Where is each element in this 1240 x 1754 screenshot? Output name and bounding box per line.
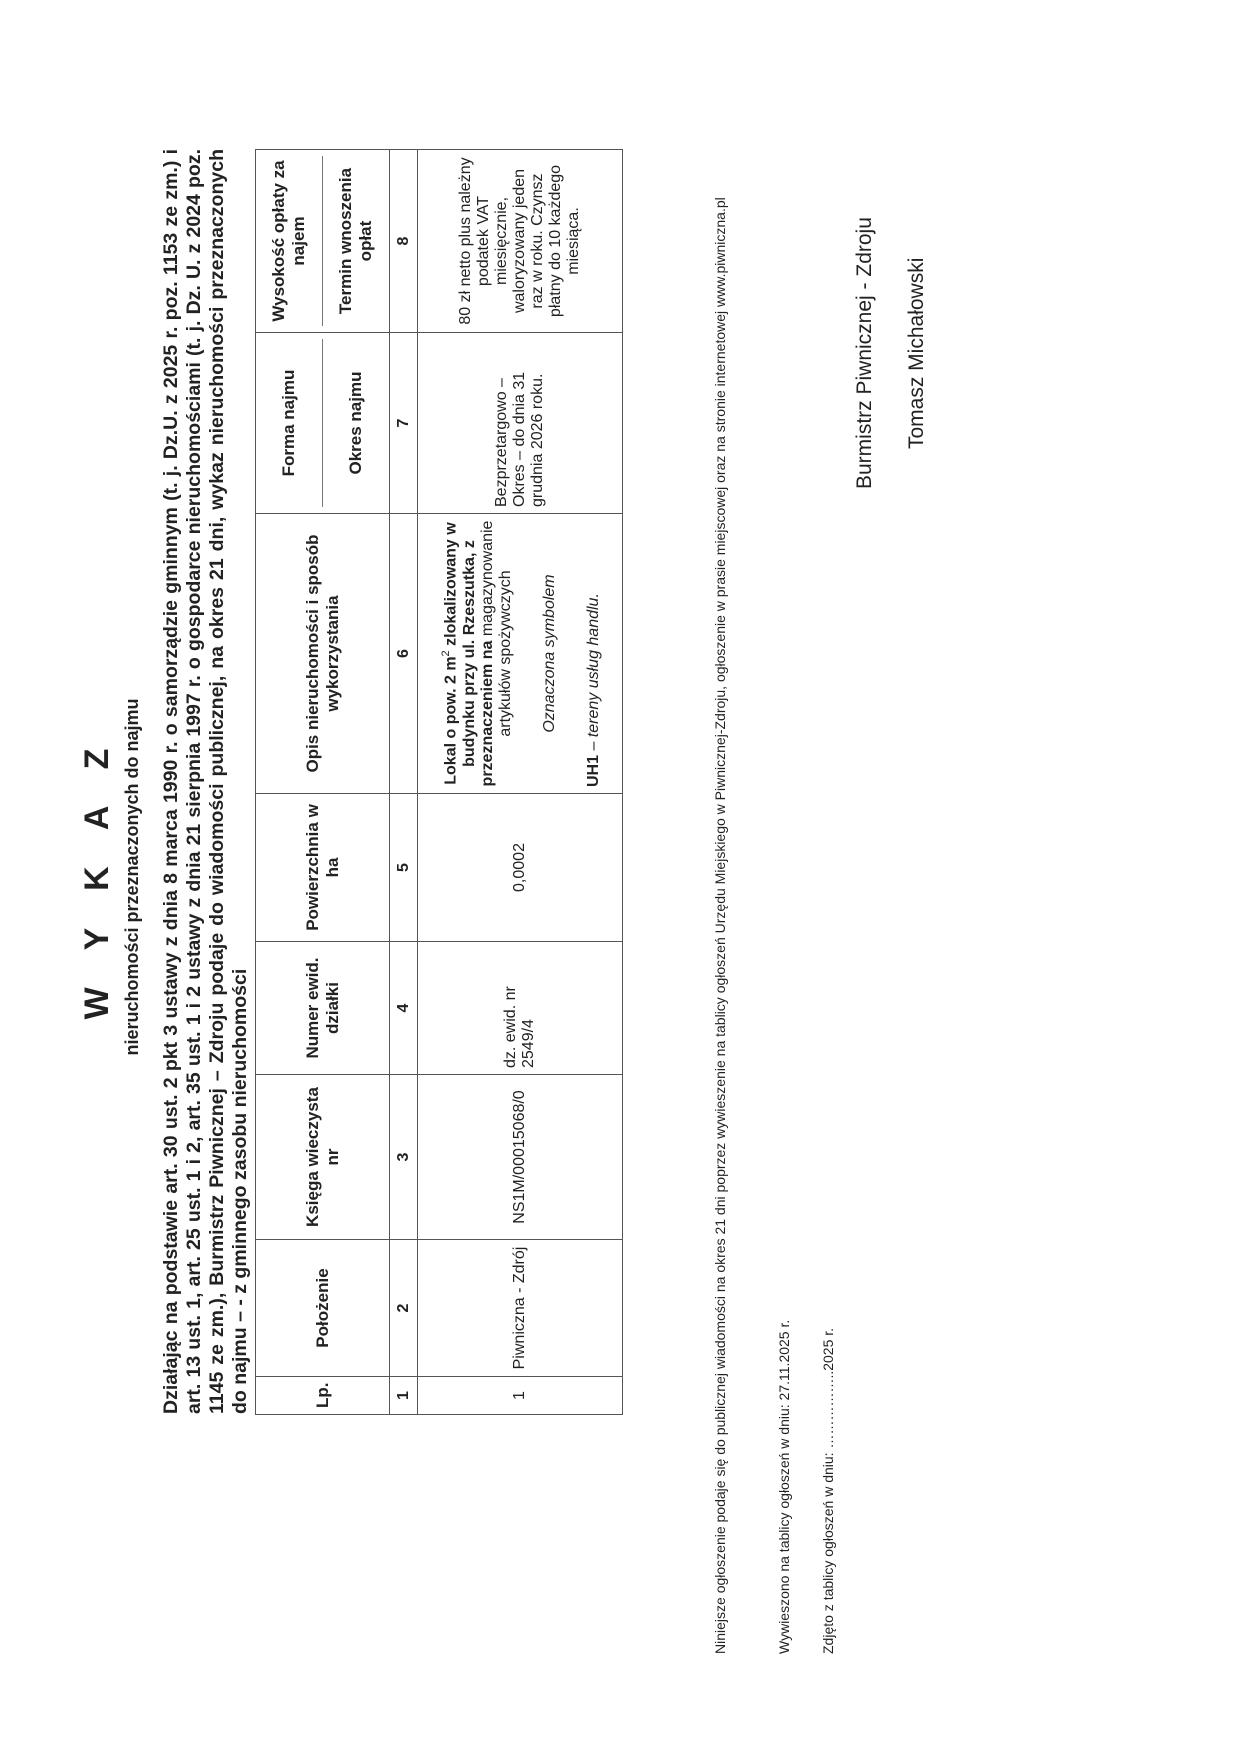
opis-uh1 xyxy=(585,520,603,787)
header-lp: Lp. xyxy=(256,1377,390,1415)
column-number-row xyxy=(390,150,418,1415)
document-subtitle: nieruchomości przeznaczonych do najmu xyxy=(122,698,142,1056)
column-number: 8 xyxy=(390,150,418,333)
property-table xyxy=(255,149,623,1415)
cell-opis xyxy=(418,514,623,794)
header-polozenie: Położenie xyxy=(256,1240,390,1377)
header-okres: Okres najmu xyxy=(346,371,365,475)
cell-powierzchnia: 0,0002 xyxy=(418,794,623,942)
header-ksiega: Księga wieczysta nr xyxy=(256,1075,390,1240)
column-number: 5 xyxy=(390,794,418,942)
cell-numer: dz. ewid. nr 2549/4 xyxy=(418,942,623,1075)
opis-italic: Oznaczona symbolem xyxy=(540,574,558,733)
column-number: 3 xyxy=(390,1075,418,1240)
header-opis: Opis nieruchomości i sposób wykorzystania xyxy=(256,514,390,794)
column-number: 7 xyxy=(390,333,418,514)
header-wysokosc: Wysokość opłaty za najem xyxy=(256,156,323,326)
cell-lp: 1 xyxy=(418,1377,623,1415)
cell-oplata: 80 zł netto plus należny podatek VAT miesięcznie, waloryzowany jeden raz w roku. Czynsz płatny do 10 każdego miesiąca. xyxy=(418,150,623,333)
intro-paragraph: Działając na podstawie art. 30 ust. 2 pkt 3 ustawy z dnia 8 marca 1990 r. o samorządzie gminnym (t. j. Dz.U. z 2025 r. poz. 1153 ze zm.) i art. 13 ust. 1, art. 25 ust. 1 i 2, art. 35 ust. 1 i 2 ustawy z dnia 21 sierpnia 1997 r. o gospodarce nieruchomościami (t. j. Dz. U. z 2024 poz. 1145 ze zm.), Burmistrz Piwnicznej – Zdroju podaje do wiadomości publicznej, na okres 21 dni, wykaz nieruchomości przeznaczonych do najmu – - z gminnego zasobu nieruchomości xyxy=(160,149,251,1414)
header-wysokosc-termin xyxy=(256,150,390,333)
opis-bold-2: zlokalizowany w budynku przy ul. Rzeszutka, z przeznaczeniem na xyxy=(442,522,496,787)
header-termin: Termin wnoszenia opłat xyxy=(336,167,375,315)
signature-name: Tomasz Michałowski xyxy=(905,257,928,449)
column-number: 1 xyxy=(390,1377,418,1415)
header-powierzchnia: Powierzchnia w ha xyxy=(256,794,390,942)
cell-ksiega: NS1M/00015068/0 xyxy=(418,1075,623,1240)
header-row xyxy=(256,150,390,1415)
posted-date: Wywieszono na tablicy ogłoszeń w dniu: 27.11.2025 r. xyxy=(776,1319,792,1654)
opis-uh1-text: – tereny usług handlu. xyxy=(584,593,602,755)
opis-uh1-symbol: UH1 xyxy=(584,754,602,787)
footer-notice: Niniejsze ogłoszenie podaje się do publicznej wiadomości na okres 21 dni poprzez wywieszenie na tablicy ogłoszeń Urzędu Miejskiego w Piwnicznej-Zdroju, ogłoszenie w prasie miejscowej oraz na stronie internetowej www.piwniczna.pl xyxy=(712,197,728,1654)
opis-bold-1: Lokal o pow. 2 m xyxy=(442,656,460,785)
table-row xyxy=(418,150,623,1415)
column-number: 4 xyxy=(390,942,418,1075)
opis-normal: magazynowanie artykułów spożywczych xyxy=(478,520,514,737)
opis-description xyxy=(437,520,514,787)
opis-sup: 2 xyxy=(440,650,453,657)
column-number: 2 xyxy=(390,1240,418,1377)
header-forma-okres xyxy=(256,333,390,514)
column-number: 6 xyxy=(390,514,418,794)
signature-title: Burmistrz Piwnicznej - Zdroju xyxy=(853,217,876,489)
removed-date: Zdjęto z tablicy ogłoszeń w dniu: ……………..2025 r. xyxy=(820,1327,836,1654)
header-numer: Numer ewid. działki xyxy=(256,942,390,1075)
cell-forma-okres: Bezprzetargowo – Okres – do dnia 31 grudnia 2026 roku. xyxy=(418,333,623,514)
header-forma: Forma najmu xyxy=(256,339,323,507)
cell-polozenie: Piwniczna - Zdrój xyxy=(418,1240,623,1377)
document-title: W Y K A Z xyxy=(78,734,116,1020)
